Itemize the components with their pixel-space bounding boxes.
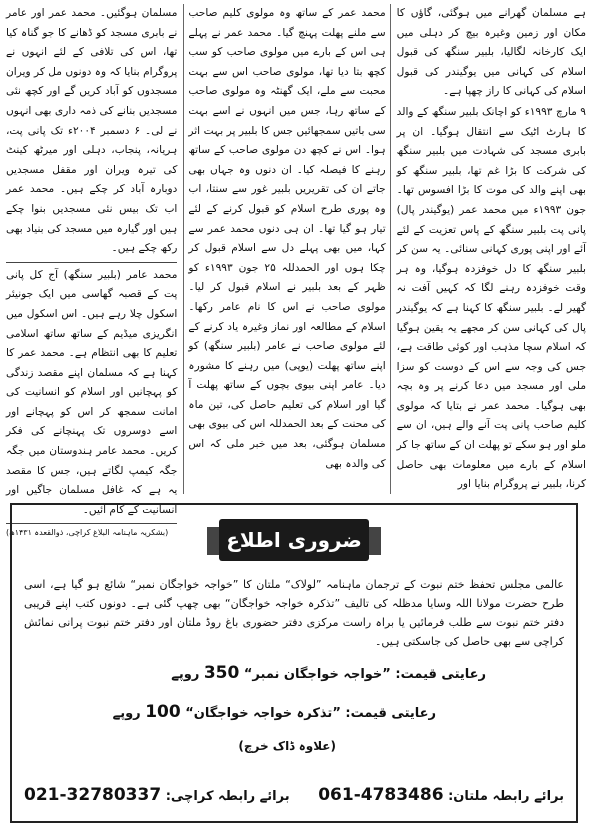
contact-karachi (24, 785, 290, 805)
notice-title: ضروری اطلاع (219, 519, 369, 561)
article-column-middle (183, 4, 390, 494)
price-label: رعایتی قیمت: (395, 667, 486, 682)
paragraph: ہے مسلمان گھرانے میں ہوگئی، گاؤں کا مکان اور زمین وغیرہ بیچ کر دہلی میں ایک کارخانہ لگالیا، بلبیر سنگھ کی قبول اسلام کی کہانی میں یوگیندر کی قبول اسلام کی کہانی کا راز چھپا ہے۔ (396, 7, 586, 98)
notice-body: عالمی مجلس تحفظ ختم نبوت کے ترجمان ماہنامہ ”لولاک“ ملتان کا ”خواجہ خواجگان نمبر“ شائع ہو گیا ہے، اسی طرح حضرت مولانا اللہ وسایا مدظلہ کی تالیف ”تذکرہ خواجہ خواجگان“ بھی چھپ گئی ہے۔ دونوں کتب اپنے قریبی دفتر ختم نبوت سے طلب فرمائیں یا براہ راست مرکزی دفتر حضوری باغ روڈ ملتان اور دفتر ختم نبوت پرانی نمائش کراچی سے بھی حاصل کی جاسکتی ہیں۔ (24, 578, 564, 648)
paragraph: محمد عامر (بلبیر سنگھ) آج کل پانی پت کے قصبہ گھاسی میں ایک جونیئر اسکول چلا رہے ہیں۔ اس اسکول میں انگریزی میڈیم کے ساتھ ساتھ اسلامی تعلیم کا بھی انتظام ہے۔ محمد عمر کا کہنا ہے کہ مسلمان اپنے مقصد زندگی کو پہچانیں اور اسلام کو انسانیت کی امانت سمجھ کر اس کو پہچانے اور اسے دوسروں تک پہنچانے کی فکر کریں۔ محمد عامر ہندوستان میں جگہ جگہ کیمپ لگاتے ہیں، جس کا مقصد یہ ہے کہ غافل مسلمان جاگیں اور انسانیت کے کام آئیں۔ (5, 268, 178, 516)
source-credit: (بشکریہ ماہنامہ البلاغ کراچی، ذوالقعدہ ۱۴۳۱ھ) (5, 528, 169, 538)
paragraph: محمد عمر کے ساتھ وہ مولوی کلیم صاحب سے ملنے پھلت پہنچ گیا۔ محمد عمر نے پہلے ہی اس کے بارے میں مولوی صاحب کو سب کچھ بتا دیا تھا، مولوی صاحب اس سے بہت محبت سے ملے، ایک گھنٹہ وہ مولوی صاحب کے ساتھ رہا، جس میں انہوں نے اسے بہت سی باتیں سمجھائیں جس کا بلبیر پر بہت اثر ہوا۔ اس نے کچھ دن مولوی صاحب کے ساتھ رہنے کا فیصلہ کیا۔ ان دنوں وہ جہاں بھی جاتے ان کی تقریریں بلبیر غور سے سنتا، اب وہ پوری طرح اسلام کو قبول کرنے کے لئے تیار ہو گیا تھا۔ ان ہی دنوں محمد عمر سے کہا، میں بھی پہلے دل سے اسلام قبول کر چکا ہوں اور الحمدللہ ۲۵ جون ۱۹۹۳ء کو ظہر کے بعد بلبیر نے اسلام قبول کر لیا۔ مولوی صاحب نے اس کا نام عامر رکھا۔ اسلام کے مطالعہ اور نماز وغیرہ یاد کرنے کے لئے مولوی صاحب نے عامر (بلبیر سنگھ) کو اپنے ساتھ پھلت (یوپی) میں رہنے کا مشورہ دیا۔ عامر اپنی بیوی بچوں کے ساتھ پھلت آ گیا اور اسلام کی تعلیم حاصل کی، تین ماہ کی محنت کے بعد الحمدللہ اس کی بیوی بھی مسلمان ہوگئی، بعد میں خبر ملی کہ اس کی والدہ بھی (188, 7, 386, 470)
article-column-right (397, 4, 586, 494)
price-amount: 350 (203, 663, 240, 683)
contact-number: 021-32780337 (24, 785, 162, 805)
paragraph: ۹ مارچ ۱۹۹۳ء کو اچانک بلبیر سنگھ کے والد کا ہارٹ اٹیک سے انتقال ہوگیا۔ ان پر بابری مسجد کی شہادت میں بلبیر سنگھ کی شرکت کا بڑا غم تھا، بلبیر سنگھ کو بھی اپنے والد کی موت کا بڑا افسوس تھا۔ جون ۱۹۹۳ء میں محمد عمر (یوگیندر پال) پانی پت بلبیر سنگھ کے پاس تعزیت کے لئے آئے اور اپنی پوری کہانی سنائی۔ یہ سن کر بلبیر سنگھ کا دل خوفزدہ ہوگیا، وہ ہر وقت خوفزدہ رہنے لگا کہ کہیں آفت نہ گھیر لے۔ بلبیر سنگھ کا کہنا ہے کہ یوگیندر پال کی کہانی سن کر مجھے یہ یقین ہوگیا کہ اسلام سچا مذہب اور کوئی طاقت ہے، جس کی وجہ سے اس کے دوست کو سزا ملی اور مسجد میں دعا کرنے پر وہ بچہ بھی ہوگیا۔ محمد عمر نے بتایا کہ مولوی کلیم صاحب پانی پت آنے والے ہیں، ان سے ملو اور ہو سکے تو پھلت ان کے ساتھ جا کر اسلام کے بارے میں معلومات بھی حاصل کرنا، بلبیر نے پروگرام بنایا اور (396, 105, 586, 491)
price-label: رعایتی قیمت: (345, 706, 436, 721)
price-line-magazine (171, 663, 486, 683)
contact-multan (318, 785, 564, 805)
divider (6, 262, 177, 263)
contact-number: 061-4783486 (318, 785, 444, 805)
price-unit: روپے (171, 667, 200, 682)
contact-label: برائے رابطہ ملتان: (448, 789, 564, 804)
price-amount: 100 (145, 702, 181, 722)
article-columns (5, 4, 586, 538)
paragraph: مسلمان ہوگئیں۔ محمد عمر اور عامر نے بابری مسجد کو ڈھانے کا جو گناہ کیا تھا، اس کی تلافی کے لئے انہوں نے پروگرام بنایا کہ وہ دونوں مل کر ویران مسجدوں کو آباد کریں گے اور کچھ نئی مسجدیں بنانے کی ذمہ داری بھی انہوں نے لی۔ ۶ دسمبر ۲۰۰۴ء تک پانی پت، ہریانہ، پنجاب، دہلی اور میرٹھ کینٹ کی تیرہ ویران اور مقفل مسجدیں دوبارہ آباد کر چکے ہیں۔ محمد عمر اب تک بیس نئی مسجدیں بنوا چکے ہیں اور گیارہ میں مسجد کی بنیاد بھی رکھ چکے ہیں۔ (5, 7, 178, 255)
notice-box (10, 503, 578, 823)
price-line-book (113, 702, 436, 722)
notice-title-banner (219, 519, 369, 561)
article-column-left (5, 4, 178, 538)
price-item: ”تذکرہ خواجہ خواجگان“ (185, 706, 341, 721)
postage-note: (علاوہ ڈاک خرچ) (238, 739, 336, 753)
contact-label: برائے رابطہ کراچی: (165, 789, 290, 804)
price-unit: روپے (112, 706, 141, 721)
price-item: ”خواجہ خواجگان نمبر“ (243, 667, 391, 682)
